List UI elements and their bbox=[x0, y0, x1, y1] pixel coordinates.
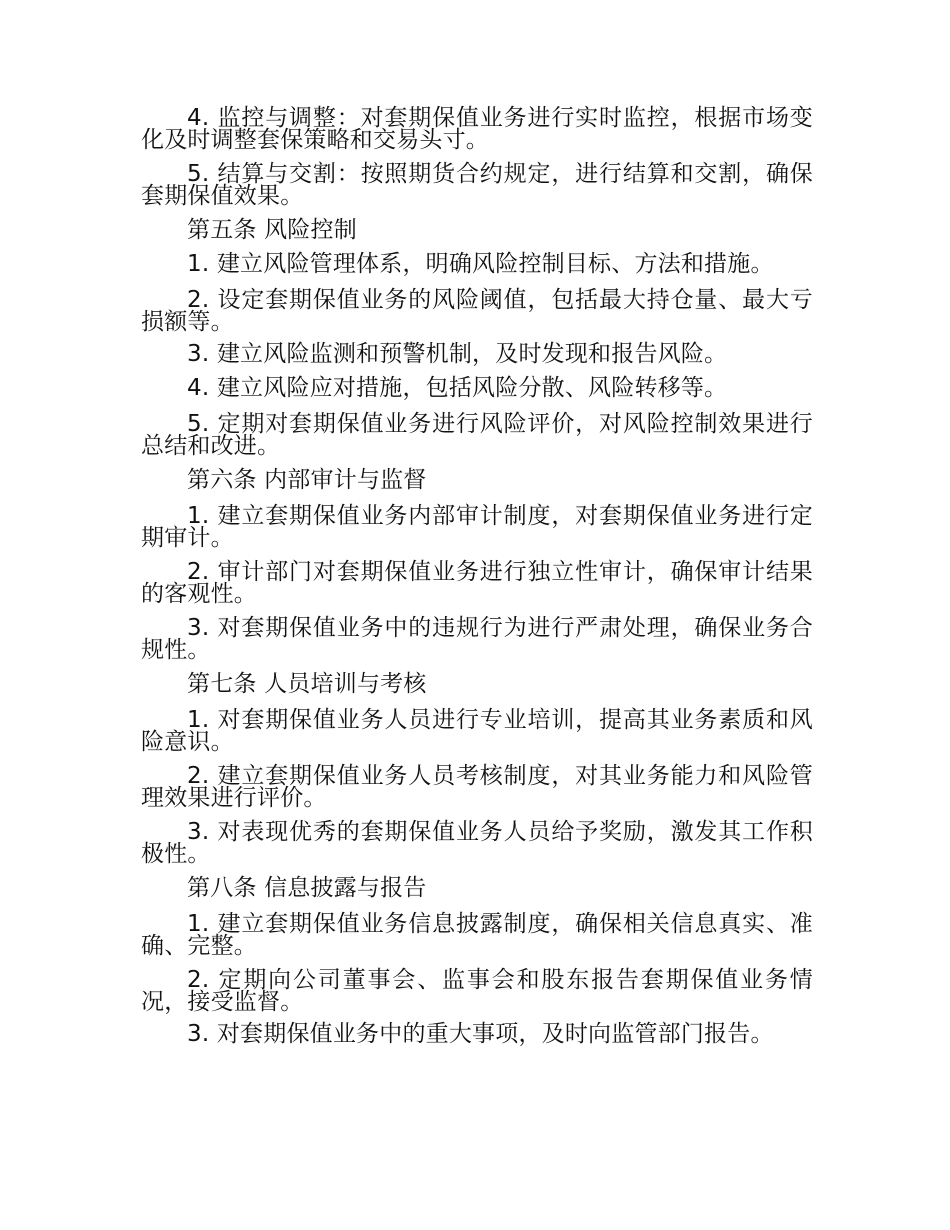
article-heading-5: 第五条 风险控制 bbox=[187, 217, 357, 243]
article-heading-8: 第八条 信息披露与报告 bbox=[187, 875, 427, 901]
clause-item: 1. 对套期保值业务人员进行专业培训，提高其业务素质和风险意识。 bbox=[141, 707, 813, 755]
article-heading-7: 第七条 人员培训与考核 bbox=[187, 671, 427, 697]
clause-item: 3. 对表现优秀的套期保值业务人员给予奖励，激发其工作积极性。 bbox=[141, 819, 813, 867]
clause-item: 5. 定期对套期保值业务进行风险评价，对风险控制效果进行总结和改进。 bbox=[141, 411, 813, 459]
article-heading-6: 第六条 内部审计与监督 bbox=[187, 467, 427, 493]
document-body bbox=[141, 103, 813, 1055]
clause-item: 3. 对套期保值业务中的重大事项，及时向监管部门报告。 bbox=[187, 1021, 774, 1047]
clause-item: 3. 建立风险监测和预警机制，及时发现和报告风险。 bbox=[187, 341, 728, 367]
clause-item-settlement-delivery: 5. 结算与交割：按照期货合约规定，进行结算和交割，确保套期保值效果。 bbox=[141, 161, 813, 209]
clause-item: 4. 建立风险应对措施，包括风险分散、风险转移等。 bbox=[187, 375, 728, 401]
clause-item: 2. 定期向公司董事会、监事会和股东报告套期保值业务情况，接受监督。 bbox=[141, 967, 813, 1015]
clause-item: 1. 建立风险管理体系，明确风险控制目标、方法和措施。 bbox=[187, 251, 774, 277]
clause-item: 3. 对套期保值业务中的违规行为进行严肃处理，确保业务合规性。 bbox=[141, 615, 813, 663]
clause-item: 2. 建立套期保值业务人员考核制度，对其业务能力和风险管理效果进行评价。 bbox=[141, 763, 813, 811]
clause-item: 2. 设定套期保值业务的风险阈值，包括最大持仓量、最大亏损额等。 bbox=[141, 287, 813, 335]
clause-item: 2. 审计部门对套期保值业务进行独立性审计，确保审计结果的客观性。 bbox=[141, 559, 813, 607]
clause-item-monitor-adjust: 4. 监控与调整：对套期保值业务进行实时监控，根据市场变化及时调整套保策略和交易头寸。 bbox=[141, 105, 813, 153]
clause-item: 1. 建立套期保值业务信息披露制度，确保相关信息真实、准确、完整。 bbox=[141, 911, 813, 959]
clause-item: 1. 建立套期保值业务内部审计制度，对套期保值业务进行定期审计。 bbox=[141, 503, 813, 551]
